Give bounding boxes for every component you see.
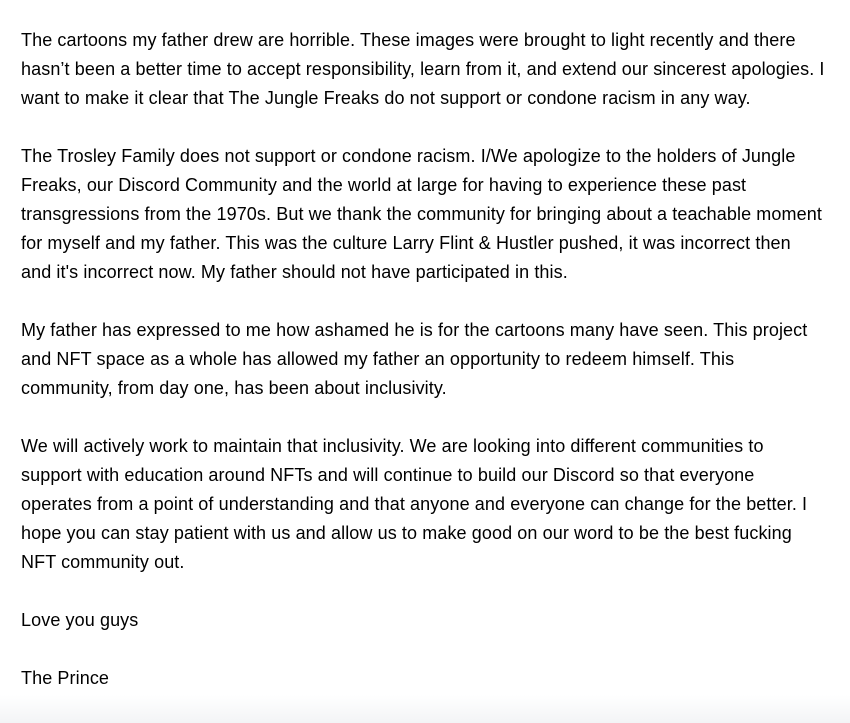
statement-paragraph-3: My father has expressed to me how ashamed he is for the cartoons many have seen. This project and NFT space as a whole has allowed my father an opportunity to redeem himself. This community, from day one, has been about inclusivity.	[21, 320, 808, 398]
statement-signature: The Prince	[21, 668, 110, 688]
statement-paragraph-4: We will actively work to maintain that inclusivity. We are looking into different communities to support with education around NFTs and will continue to build our Discord so that everyone operates from a point of understanding and that anyone and everyone can change for the better. I hope you can stay patient with us and allow us to make good on our word to be the best fucking NFT community out.	[21, 436, 808, 572]
statement-signoff: Love you guys	[21, 610, 139, 630]
statement-paragraph-2: The Trosley Family does not support or condone racism. I/We apologize to the holders of Jungle Freaks, our Discord Community and the world at large for having to experience these past transgressions from the 1970s. But we thank the community for bringing about a teachable moment for myself and my father. This was the culture Larry Flint & Hustler pushed, it was incorrect then and it's incorrect now. My father should not have participated in this.	[21, 146, 822, 282]
bottom-edge-shadow	[0, 695, 850, 723]
statement-paragraph-1: The cartoons my father drew are horrible. These images were brought to light recently and there hasn’t been a better time to accept responsibility, learn from it, and extend our sincerest apologies. I want to make it clear that The Jungle Freaks do not support or condone racism in any way.	[21, 30, 825, 108]
